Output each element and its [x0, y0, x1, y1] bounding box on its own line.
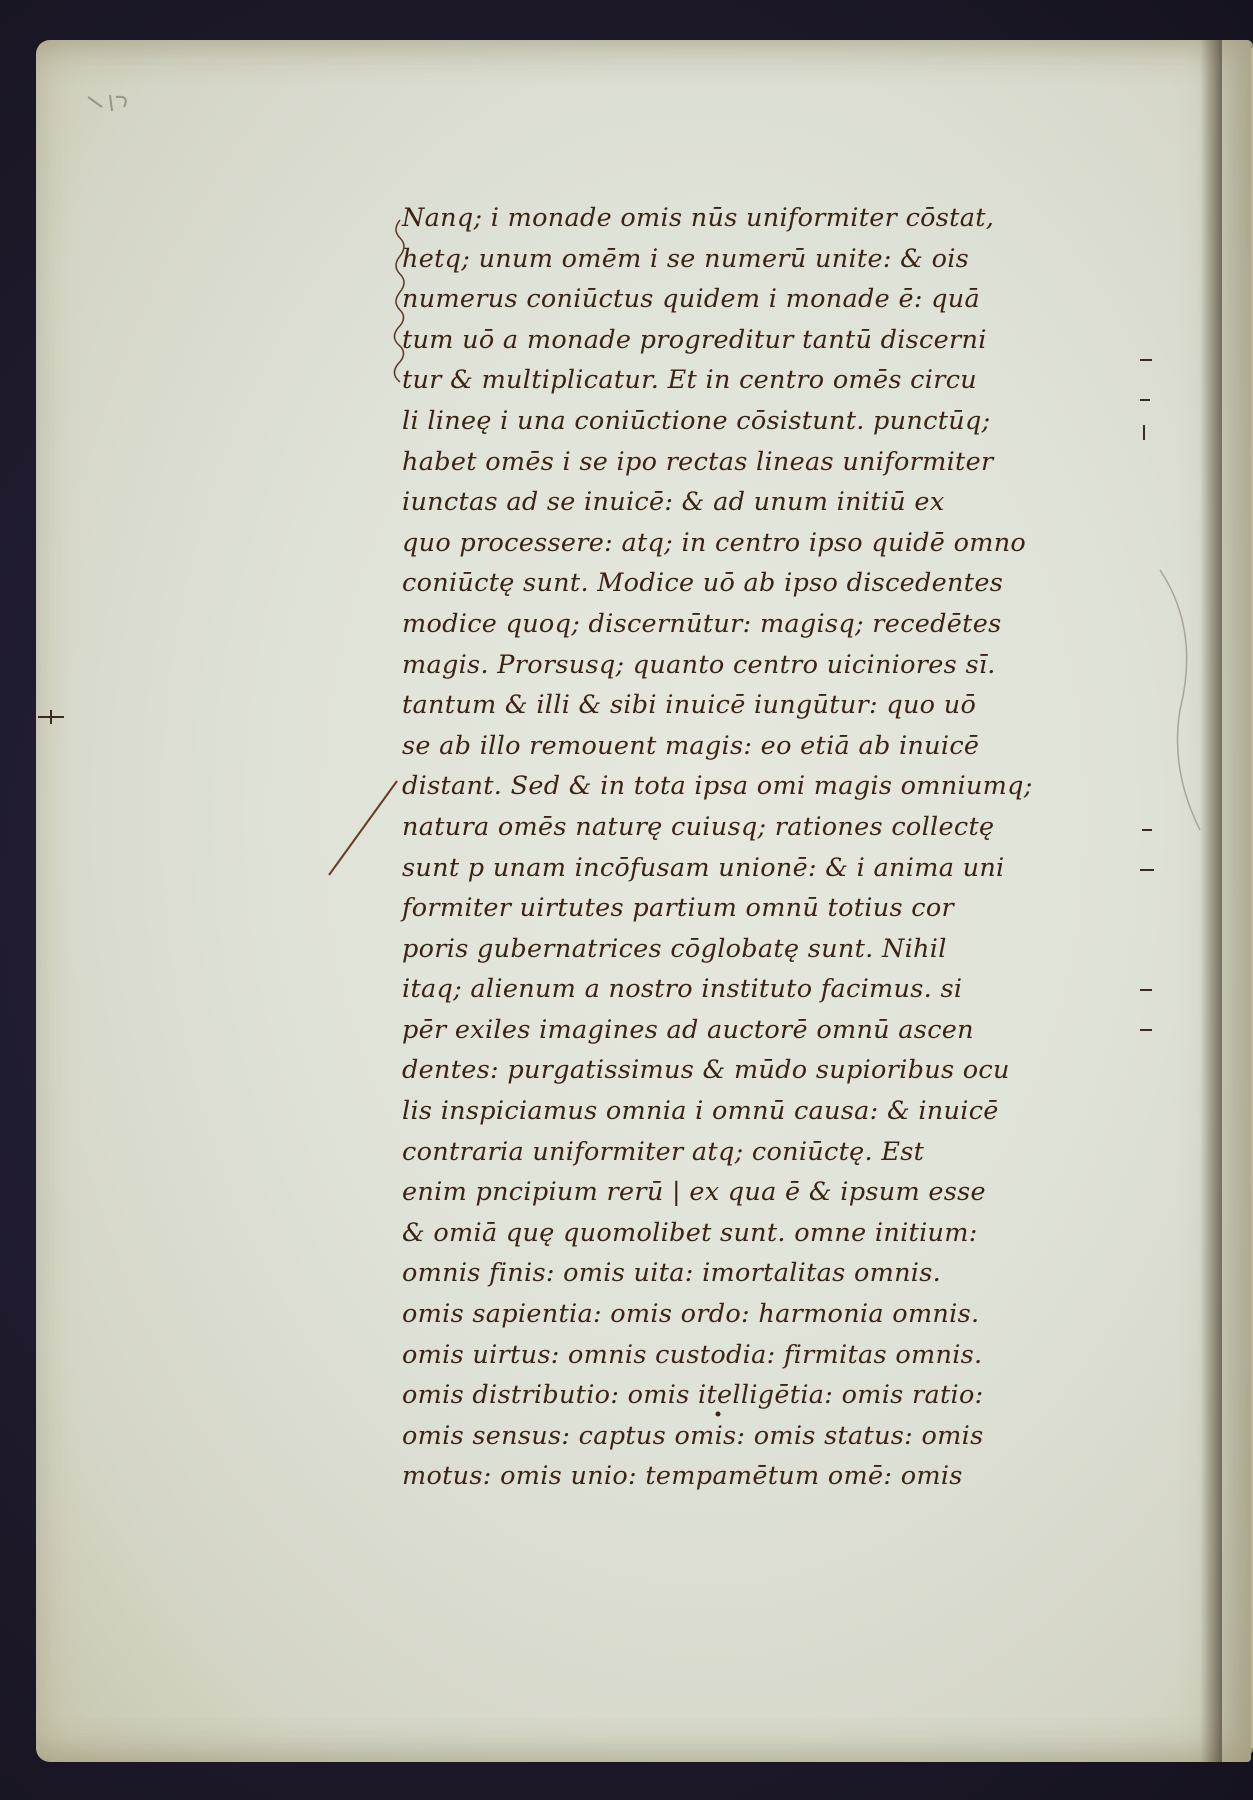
text-line: quo processere: atq; in centro ipso quidē omno: [402, 527, 1027, 558]
manuscript-text: [402, 198, 1142, 1497]
text-line: omis sensus: captus omis: omis status: omis: [402, 1420, 984, 1451]
text-line: sunt p unam incōfusam unionē: & i anima uni: [402, 852, 1005, 883]
text-line: natura omēs naturę cuiusq; rationes collectę: [402, 811, 995, 842]
text-line: formiter uirtutes partium omnū totius cor: [402, 893, 954, 924]
text-line: dentes: purgatissimus & mūdo supioribus ocu: [402, 1055, 1010, 1086]
text-line: contraria uniformiter atq; coniūctę. Est: [402, 1136, 925, 1167]
text-line: se ab illo remouent magis: eo etiā ab inuicē: [402, 730, 980, 761]
margin-cross-mark: [36, 702, 66, 732]
text-line: poris gubernatrices cōglobatę sunt. Nihil: [402, 933, 947, 964]
text-line: tum uō a monade progreditur tantū discerni: [402, 324, 987, 355]
text-line: modice quoq; discernūtur: magisq; recedētes: [402, 608, 1002, 639]
text-line: omnis finis: omis uita: imortalitas omnis.: [402, 1258, 942, 1289]
text-line: tur & multiplicatur. Et in centro omēs circu: [402, 365, 978, 396]
text-line: & omiā quę quomolibet sunt. omne initium:: [402, 1217, 978, 1248]
text-line: coniūctę sunt. Modice uō ab ipso discedentes: [402, 568, 1004, 599]
text-line: omis distributio: omis itelligētia: omis ratio:: [402, 1380, 984, 1411]
text-line: hetq; unum omēm i se numerū unite: & ois: [402, 243, 970, 274]
pencil-curve-mark: [1150, 560, 1210, 860]
text-line: pēr exiles imagines ad auctorē omnū ascen: [402, 1014, 974, 1045]
text-line: omis uirtus: omnis custodia: firmitas omnis.: [402, 1339, 983, 1370]
text-line: omis sapientia: omis ordo: harmonia omnis.: [402, 1299, 980, 1330]
text-line: iunctas ad se inuicē: & ad unum initiū ex: [402, 487, 945, 518]
text-line: numerus coniūctus quidem i monade ē: quā: [402, 284, 980, 315]
text-line: enim pncipium rerū | ex qua ē & ipsum esse: [402, 1177, 986, 1208]
ink-dot: [714, 1410, 722, 1418]
page-gutter-shadow: [1200, 40, 1222, 1762]
text-line: Nanq; i monade omis nūs uniformiter cōstat,: [402, 203, 995, 233]
text-line: magis. Prorsusq; quanto centro uiciniores sī.: [402, 649, 996, 680]
text-line: li lineę i una coniūctione cōsistunt. punctūq;: [402, 405, 991, 436]
text-line: tantum & illi & sibi inuicē iungūtur: quo uō: [402, 690, 977, 721]
pencil-foliation-mark: [80, 85, 160, 145]
text-line: distant. Sed & in tota ipsa omi magis omniumq;: [402, 771, 1033, 802]
margin-diagonal-stroke: [325, 775, 405, 885]
text-line: lis inspiciamus omnia i omnū causa: & inuicē: [402, 1096, 999, 1127]
text-line: habet omēs i se ipo rectas lineas uniformiter: [402, 446, 994, 477]
text-line: motus: omis unio: tempamētum omē: omis: [402, 1461, 963, 1492]
text-line: itaq; alienum a nostro instituto facimus. si: [402, 974, 963, 1005]
